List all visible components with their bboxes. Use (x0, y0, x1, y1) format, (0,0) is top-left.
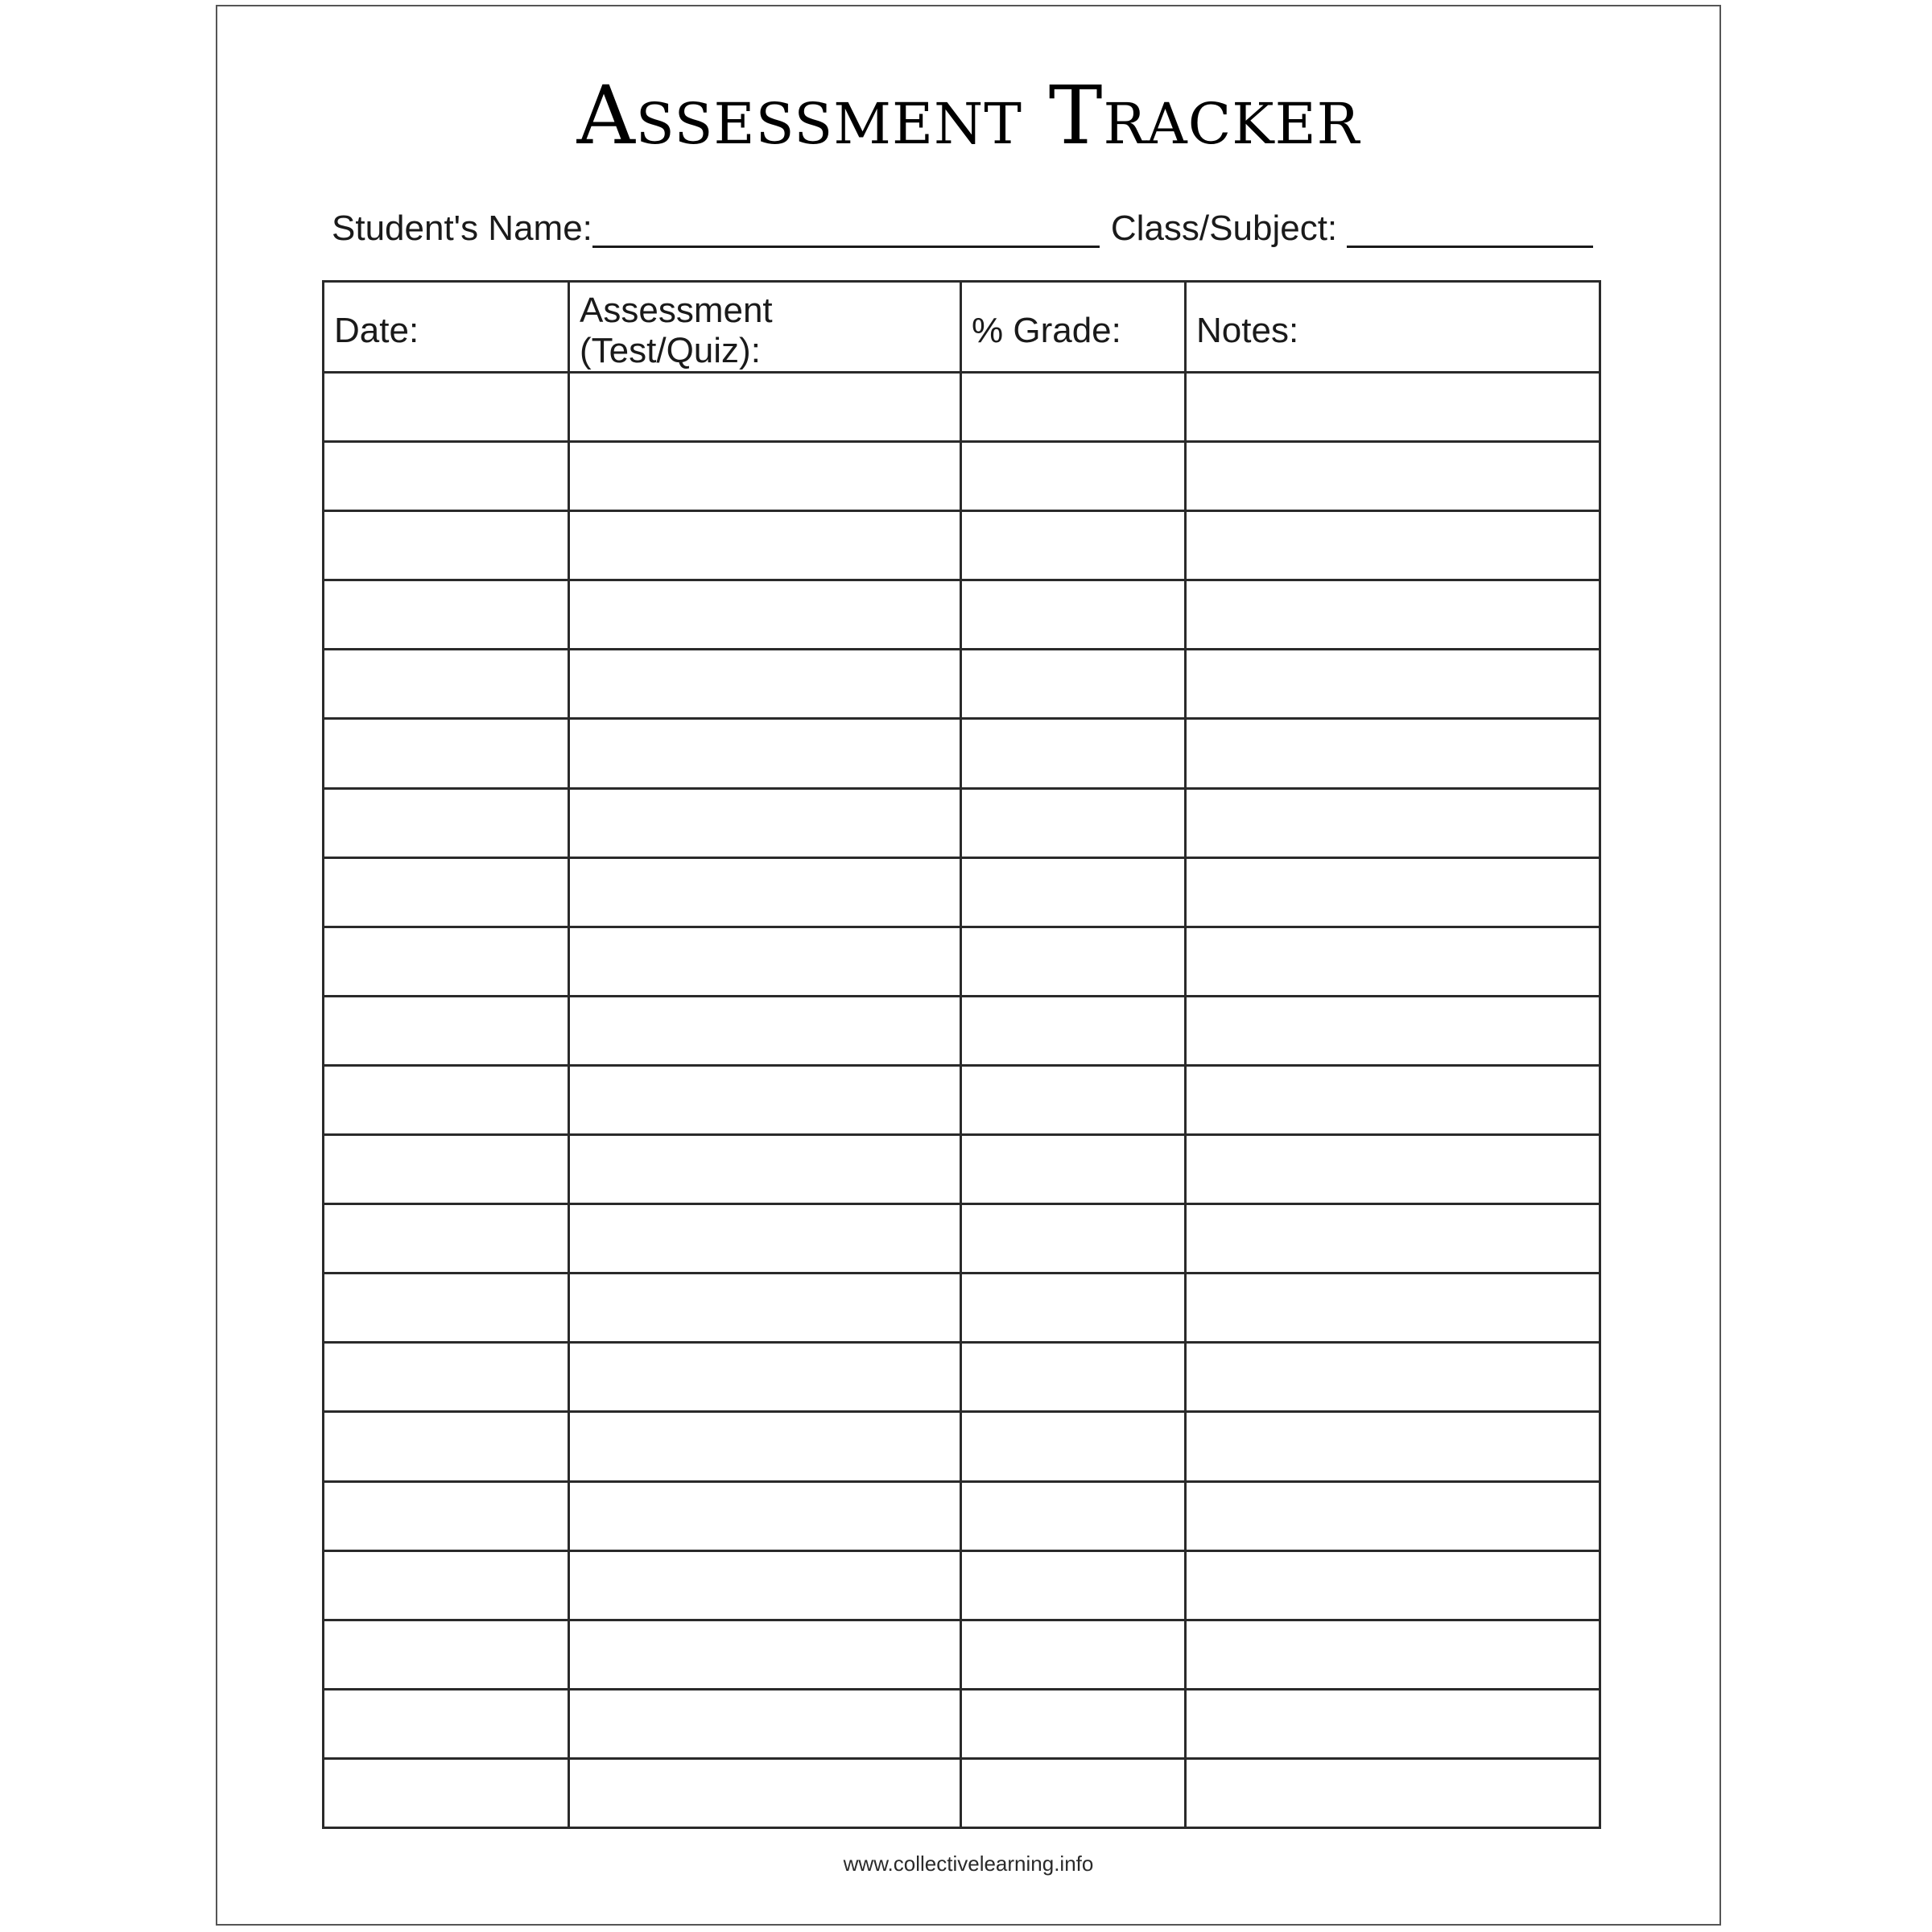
table-row (324, 1343, 1600, 1412)
cell-date[interactable] (324, 1204, 569, 1274)
cell-grade[interactable] (961, 1550, 1186, 1620)
cell-grade[interactable] (961, 1412, 1186, 1481)
cell-notes[interactable] (1186, 1758, 1600, 1827)
cell-date[interactable] (324, 788, 569, 857)
table-row (324, 1481, 1600, 1550)
table-row (324, 1135, 1600, 1204)
cell-assessment[interactable] (569, 1550, 961, 1620)
cell-date[interactable] (324, 1620, 569, 1689)
cell-assessment[interactable] (569, 1758, 961, 1827)
cell-date[interactable] (324, 1274, 569, 1343)
cell-grade[interactable] (961, 996, 1186, 1065)
cell-date[interactable] (324, 442, 569, 511)
cell-date[interactable] (324, 1343, 569, 1412)
table-row (324, 857, 1600, 927)
cell-assessment[interactable] (569, 1343, 961, 1412)
cell-date[interactable] (324, 1758, 569, 1827)
cell-assessment[interactable] (569, 373, 961, 442)
table-row (324, 1550, 1600, 1620)
cell-assessment[interactable] (569, 1689, 961, 1758)
page-title: Assessment Tracker (576, 68, 1360, 163)
cell-date[interactable] (324, 650, 569, 719)
cell-grade[interactable] (961, 580, 1186, 650)
table-row (324, 511, 1600, 580)
table-row (324, 719, 1600, 788)
assessment-table (322, 280, 1601, 1829)
cell-date[interactable] (324, 1065, 569, 1134)
cell-notes[interactable] (1186, 442, 1600, 511)
cell-assessment[interactable] (569, 927, 961, 996)
cell-notes[interactable] (1186, 373, 1600, 442)
cell-grade[interactable] (961, 1343, 1186, 1412)
cell-date[interactable] (324, 719, 569, 788)
cell-notes[interactable] (1186, 996, 1600, 1065)
cell-notes[interactable] (1186, 1689, 1600, 1758)
cell-date[interactable] (324, 1481, 569, 1550)
table-row (324, 996, 1600, 1065)
table-row (324, 788, 1600, 857)
table-row (324, 1204, 1600, 1274)
cell-assessment[interactable] (569, 1481, 961, 1550)
class-subject-label: Class/Subject: (1110, 208, 1338, 248)
cell-notes[interactable] (1186, 857, 1600, 927)
cell-grade[interactable] (961, 511, 1186, 580)
table-row (324, 1620, 1600, 1689)
cell-date[interactable] (324, 996, 569, 1065)
cell-grade[interactable] (961, 857, 1186, 927)
cell-grade[interactable] (961, 650, 1186, 719)
table-row (324, 1065, 1600, 1134)
student-name-line[interactable] (592, 204, 1100, 248)
cell-assessment[interactable] (569, 442, 961, 511)
cell-notes[interactable] (1186, 927, 1600, 996)
worksheet-page (216, 5, 1721, 1926)
cell-grade[interactable] (961, 927, 1186, 996)
cell-notes[interactable] (1186, 1204, 1600, 1274)
cell-notes[interactable] (1186, 1343, 1600, 1412)
cell-notes[interactable] (1186, 511, 1600, 580)
cell-date[interactable] (324, 927, 569, 996)
cell-grade[interactable] (961, 1135, 1186, 1204)
cell-assessment[interactable] (569, 788, 961, 857)
table-row (324, 1274, 1600, 1343)
cell-date[interactable] (324, 1550, 569, 1620)
cell-notes[interactable] (1186, 1065, 1600, 1134)
cell-date[interactable] (324, 511, 569, 580)
table-row (324, 442, 1600, 511)
table-row (324, 1758, 1600, 1827)
student-name-label: Student's Name: (332, 208, 592, 248)
cell-grade[interactable] (961, 719, 1186, 788)
header-fields (332, 203, 1636, 254)
cell-grade[interactable] (961, 788, 1186, 857)
cell-assessment[interactable] (569, 996, 961, 1065)
cell-assessment[interactable] (569, 719, 961, 788)
cell-assessment[interactable] (569, 1135, 961, 1204)
cell-notes[interactable] (1186, 1620, 1600, 1689)
cell-assessment[interactable] (569, 857, 961, 927)
table-header-row (324, 282, 1600, 373)
footer-url: www.collectivelearning.info (843, 1852, 1094, 1876)
cell-assessment[interactable] (569, 1620, 961, 1689)
column-header-date: Date: (324, 282, 569, 373)
cell-date[interactable] (324, 373, 569, 442)
cell-notes[interactable] (1186, 1481, 1600, 1550)
table-row (324, 927, 1600, 996)
cell-assessment[interactable] (569, 1204, 961, 1274)
table-row (324, 1412, 1600, 1481)
column-header-grade: % Grade: (961, 282, 1186, 373)
cell-notes[interactable] (1186, 650, 1600, 719)
cell-notes[interactable] (1186, 1135, 1600, 1204)
table-row (324, 373, 1600, 442)
cell-notes[interactable] (1186, 719, 1600, 788)
cell-grade[interactable] (961, 1065, 1186, 1134)
cell-grade[interactable] (961, 373, 1186, 442)
column-header-notes: Notes: (1186, 282, 1600, 373)
cell-grade[interactable] (961, 1274, 1186, 1343)
cell-assessment[interactable] (569, 1412, 961, 1481)
cell-notes[interactable] (1186, 1412, 1600, 1481)
cell-assessment[interactable] (569, 511, 961, 580)
cell-date[interactable] (324, 580, 569, 650)
cell-notes[interactable] (1186, 788, 1600, 857)
table-row (324, 650, 1600, 719)
cell-notes[interactable] (1186, 1550, 1600, 1620)
cell-grade[interactable] (961, 442, 1186, 511)
table-row (324, 1689, 1600, 1758)
cell-grade[interactable] (961, 1620, 1186, 1689)
table-row (324, 580, 1600, 650)
cell-assessment[interactable] (569, 1065, 961, 1134)
cell-date[interactable] (324, 1689, 569, 1758)
column-header-assessment: Assessment (Test/Quiz): (569, 282, 961, 373)
cell-grade[interactable] (961, 1689, 1186, 1758)
cell-date[interactable] (324, 857, 569, 927)
cell-assessment[interactable] (569, 580, 961, 650)
table-body (324, 373, 1600, 1828)
cell-notes[interactable] (1186, 580, 1600, 650)
cell-notes[interactable] (1186, 1274, 1600, 1343)
cell-grade[interactable] (961, 1481, 1186, 1550)
cell-date[interactable] (324, 1135, 569, 1204)
class-subject-line[interactable] (1347, 204, 1593, 248)
cell-grade[interactable] (961, 1758, 1186, 1827)
cell-assessment[interactable] (569, 650, 961, 719)
cell-assessment[interactable] (569, 1274, 961, 1343)
cell-date[interactable] (324, 1412, 569, 1481)
cell-grade[interactable] (961, 1204, 1186, 1274)
